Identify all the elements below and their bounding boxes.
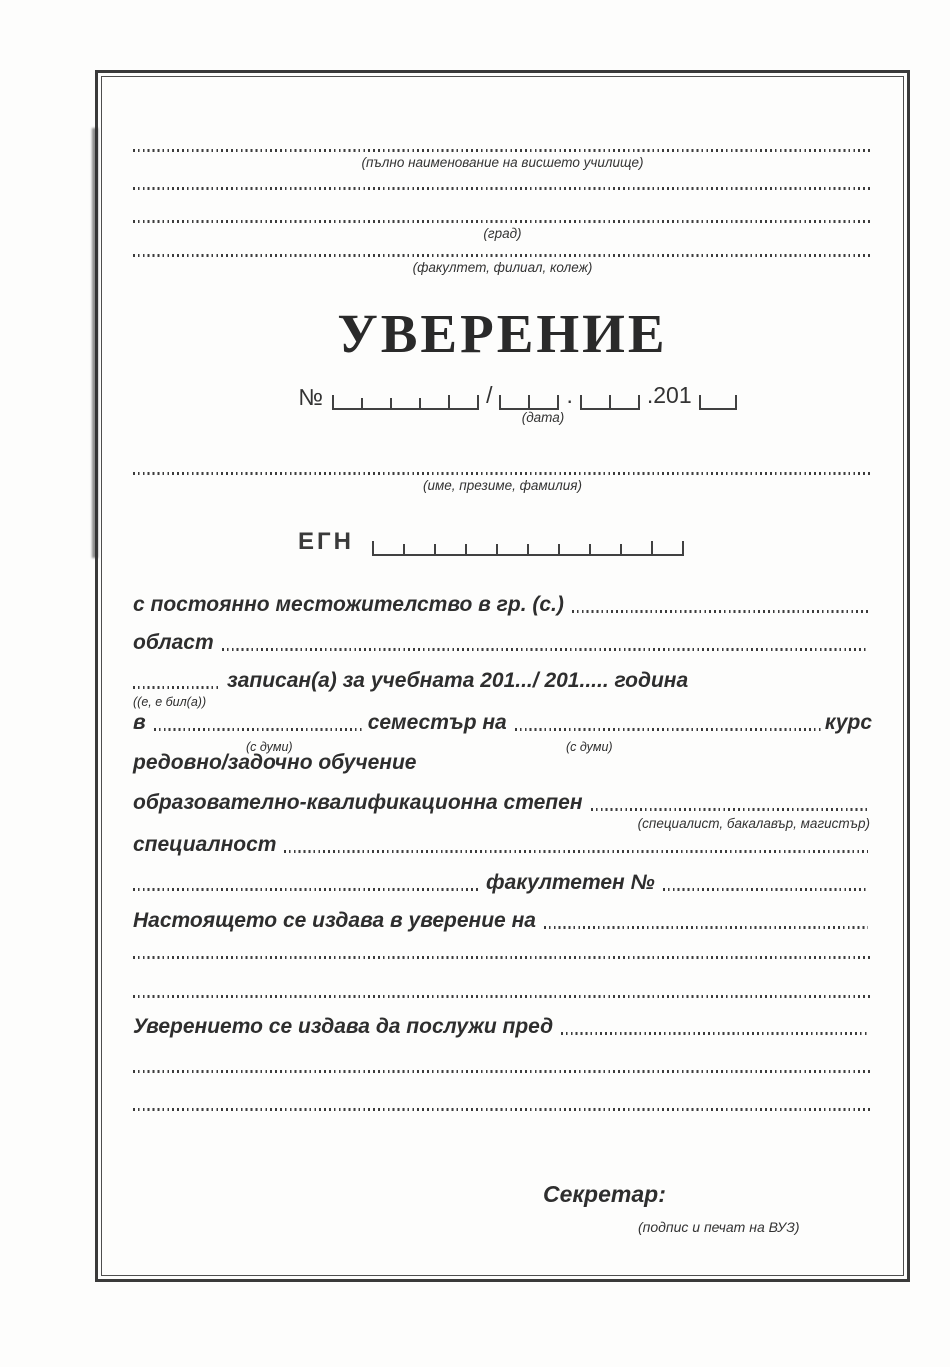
faculty-line [133,254,872,257]
specialty-row [133,832,872,858]
enrolled-row [133,668,872,709]
city-caption: (град) [483,226,522,241]
date-year-box [699,395,737,410]
faculty-number-row [133,870,872,896]
semester-course-row [133,710,872,754]
number-date-slash: / [486,382,493,408]
purpose-row [133,1014,872,1040]
course-field [515,728,821,731]
residence-field [572,610,868,613]
date-dot: . [566,382,573,408]
city-line [133,220,872,223]
issued-for-row [133,908,872,934]
issued-for-line-2 [133,956,872,959]
date-month-boxes [580,395,640,410]
semester-field [154,728,364,731]
specialty-label: специалност [133,833,277,856]
purpose-line-2 [133,1070,872,1073]
specialty-field-2 [133,888,478,891]
degree-label: образователно-квалификационна степен [133,791,583,814]
certificate-page-frame [95,70,910,1282]
purpose-label: Уверението се издава да послужи пред [133,1015,554,1038]
issued-for-field [544,926,868,929]
student-name-caption: (име, презиме, фамилия) [423,478,582,493]
faculty-number-label: факултетен № [486,871,655,894]
egn-boxes [372,541,684,556]
purpose-line-3 [133,1108,872,1111]
in-label: в [133,711,146,734]
university-name-caption: (пълно наименование на висшето училище) [361,155,644,170]
region-field [222,648,868,651]
date-caption: (дата) [521,410,565,425]
date-year-prefix: .201 [646,382,692,408]
degree-field [591,808,868,811]
semester-of-label: семестър на [367,711,507,734]
study-form-row [133,750,872,776]
signature-caption: (подпис и печат на ВУЗ) [638,1219,800,1235]
faculty-caption: (факултет, филиал, колеж) [412,260,593,275]
certificate-content [133,73,872,1279]
secretary-label: Секретар: [543,1181,666,1207]
region-label: област [133,631,214,654]
degree-row [133,790,872,816]
purpose-field [561,1032,868,1035]
date-day-boxes [499,395,559,410]
course-label: курс [824,711,872,734]
egn-row [298,530,872,556]
document-title: УВЕРЕНИЕ [337,303,668,364]
student-name-line [133,472,872,475]
university-name-line [133,149,872,152]
residence-label: с постоянно местожителство в гр. (с.) [133,593,564,616]
enrolled-note-caption: ((е, е бил(а)) [133,695,207,709]
university-name-line-2 [133,187,872,190]
certificate-number-boxes [332,395,479,410]
in-words-caption-2: (с думи) [566,740,613,754]
degree-options-caption: (специалист, бакалавър, магистър) [637,816,870,831]
region-row [133,630,872,656]
faculty-number-field [663,888,868,891]
specialty-field [284,850,868,853]
number-date-row [133,382,872,408]
in-words-caption-1: (с думи) [246,740,293,754]
residence-row [133,592,872,618]
enrolled-label: записан(а) за учебната 201.../ 201..... година [227,669,689,692]
number-sign: № [298,384,324,410]
study-form-label: редовно/задочно обучение [133,751,417,774]
egn-label: ЕГН [298,528,354,555]
issued-for-line-3 [133,995,872,998]
issued-for-label: Настоящето се издава в уверение на [133,909,536,932]
